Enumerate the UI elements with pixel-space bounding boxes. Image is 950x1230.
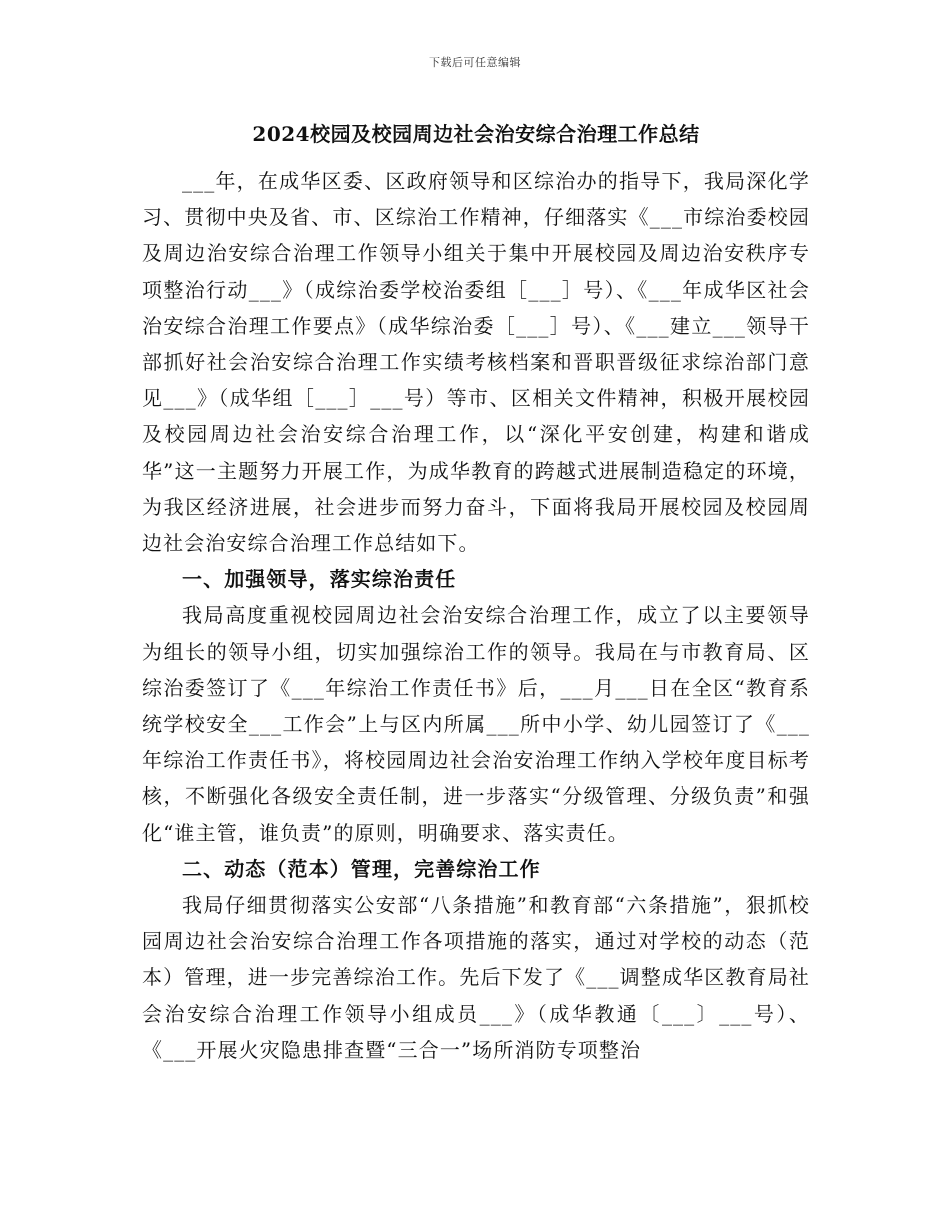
- section-heading-1: 一、加强领导，落实综治责任: [182, 567, 457, 592]
- section-heading-2: 二、动态（范本）管理，完善综治工作: [182, 856, 541, 881]
- page-header-note: 下载后可任意编辑: [429, 56, 521, 69]
- document-title: 2024校园及校园周边社会治安综合治理工作总结: [252, 122, 700, 146]
- section-2-paragraph: 我局仔细贯彻落实公安部“八条措施”和教育部“六条措施”，狠抓校园周边社会治安综合治理工作各项措施的落实，通过对学校的动态（范本）管理，进一步完善综治工作。先后下发了《___调整成华区教育局社会治安综合治理工作领导小组成员___》（成华教通〔___〕___号）、《___开展火灾隐患排查暨“三合一”场所消防专项整治: [142, 893, 810, 1062]
- section-1-paragraph: 我局高度重视校园周边社会治安综合治理工作，成立了以主要领导为组长的领导小组，切实加强综治工作的领导。我局在与市教育局、区综治委签订了《___年综治工作责任书》后，___月___日在全区“教育系统学校安全___工作会”上与区内所属___所中小学、幼儿园签订了《___年综治工作责任书》，将校园周边社会治安治理工作纳入学校年度目标考核，不断强化各级安全责任制，进一步落实“分级管理、分级负责”和强化“谁主管，谁负责”的原则，明确要求、落实责任。: [142, 603, 810, 845]
- intro-paragraph: ___年，在成华区委、区政府领导和区综治办的指导下，我局深化学习、贯彻中央及省、市、区综治工作精神，仔细落实《___市综治委校园及周边治安综合治理工作领导小组关于集中开展校园及周边治安秩序专项整治行动___》（成综治委学校治委组［___］号）、《___年成华区社会治安综合治理工作要点》（成华综治委［___］号）、《___建立___领导干部抓好社会治安综合治理工作实绩考核档案和晋职晋级征求综治部门意见___》（成华组［___］___号）等市、区相关文件精神，积极开展校园及校园周边社会治安综合治理工作，以“深化平安创建，构建和谐成华”这一主题努力开展工作，为成华教育的跨越式进展制造稳定的环境，为我区经济进展，社会进步而努力奋斗，下面将我局开展校园及校园周边社会治安综合治理工作总结如下。: [142, 169, 810, 556]
- document-body: [142, 118, 810, 1068]
